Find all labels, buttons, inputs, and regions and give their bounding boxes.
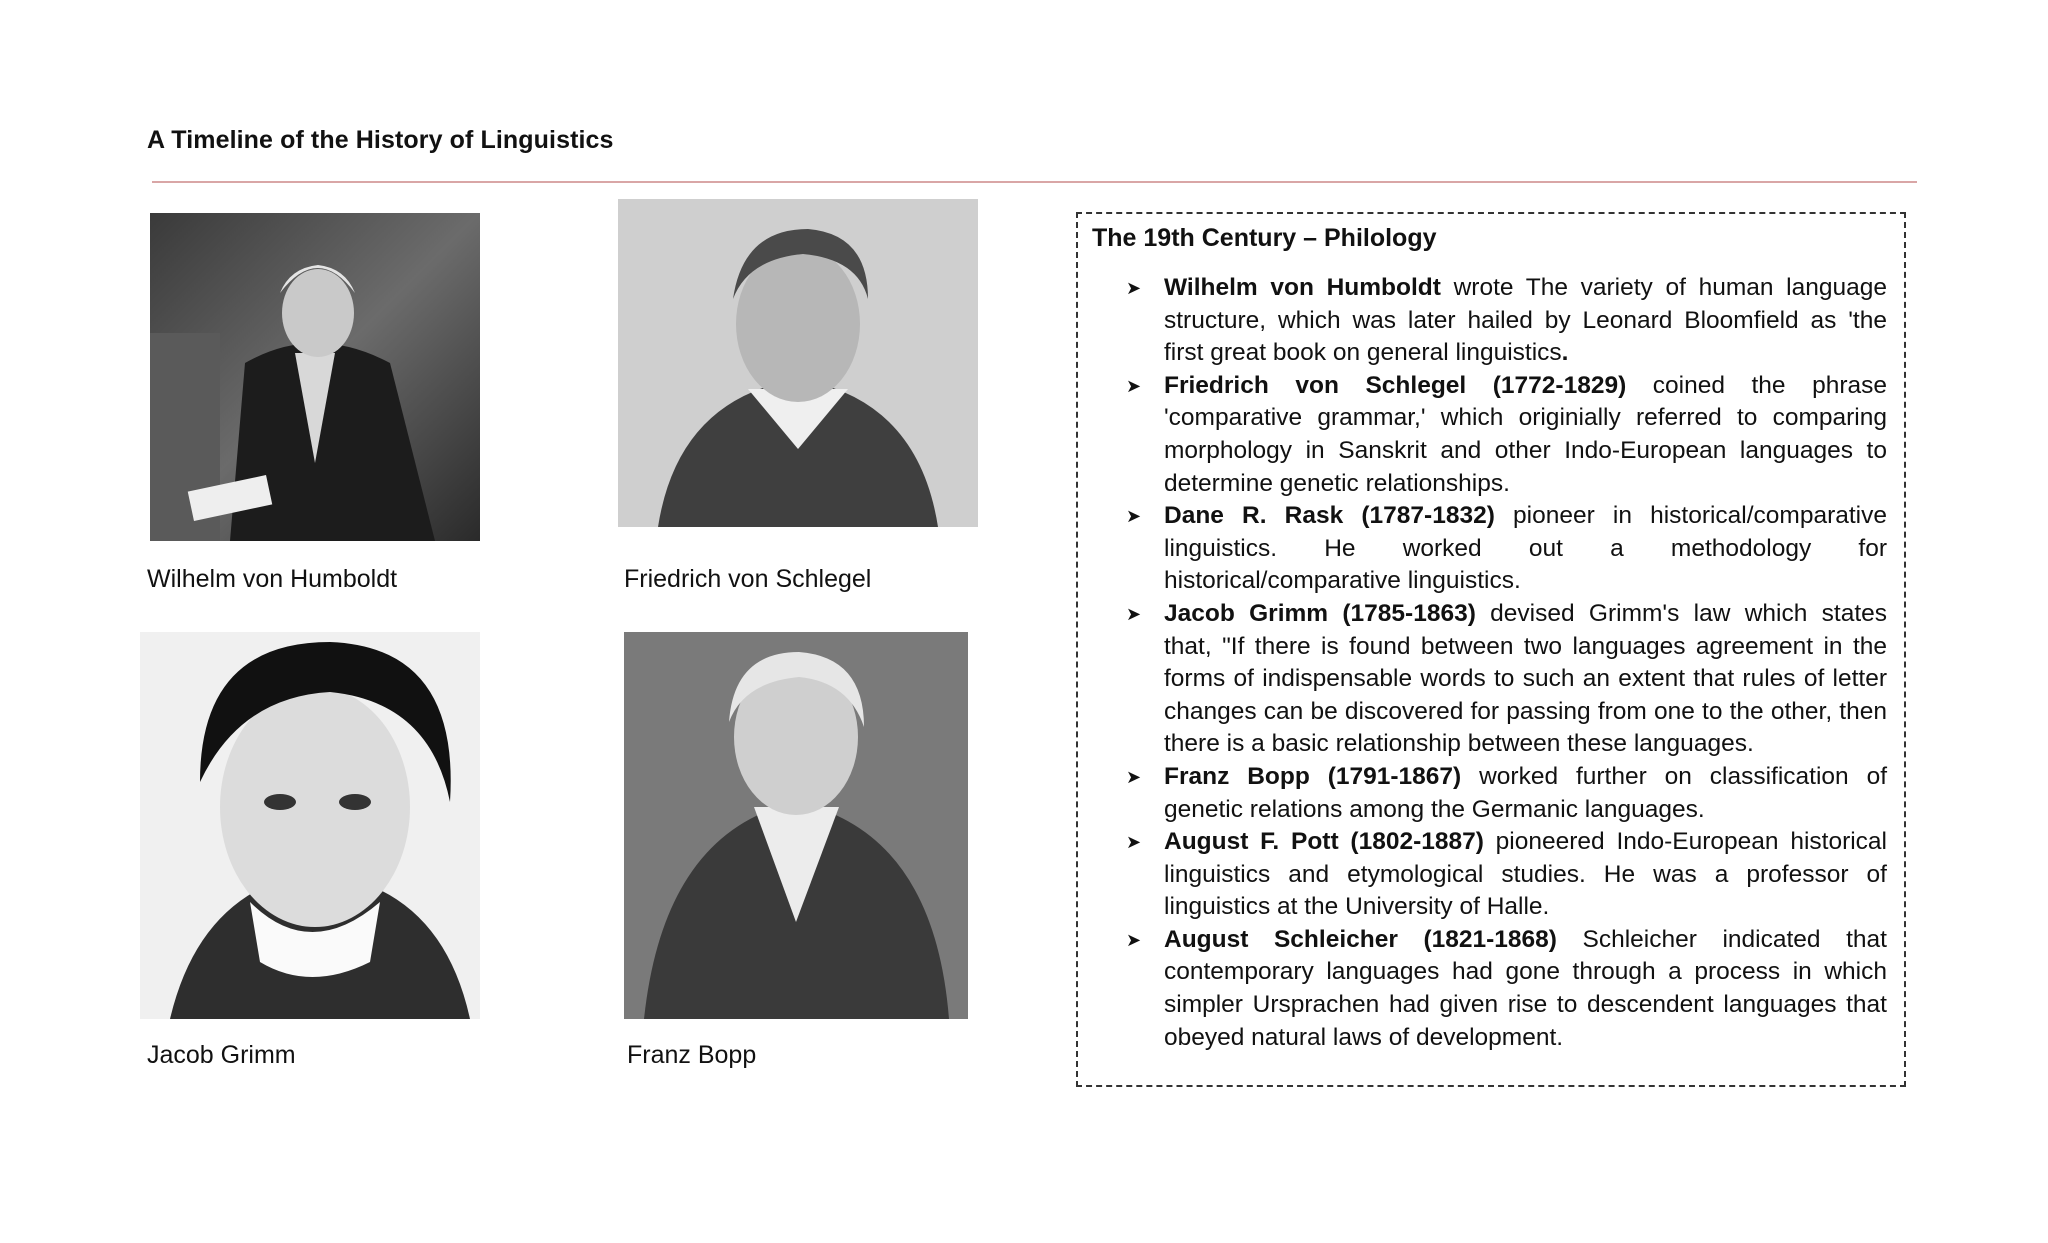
list-item [1126,826,1887,924]
portrait-schlegel [618,199,978,527]
entry-name: August Schleicher (1821-1868) [1164,925,1557,953]
section-heading: The 19th Century – Philology [1092,224,1437,252]
portrait-grimm [140,632,480,1019]
entry-text: pioneer in historical/comparative linguistics. He worked out a methodology for historical/comparative linguistics. [1164,502,1887,595]
list-item [1126,500,1887,598]
arrowhead-bullet-icon: ➤ [1126,929,1142,950]
entry-list [1126,272,1888,1054]
portrait-schlegel-image [618,199,978,527]
portrait-grimm-image [140,632,480,1019]
portrait-bopp-image [624,632,968,1019]
arrowhead-bullet-icon: ➤ [1126,766,1142,787]
entry-name: August F. Pott (1802-1887) [1164,828,1484,856]
caption-bopp: Franz Bopp [627,1041,757,1069]
list-item [1126,598,1888,761]
entry-name: Jacob Grimm (1785-1863) [1164,599,1476,627]
entry-text: wrote The variety of human language structure, which was later hailed by Leonard Bloomfield as 'the first great book on general linguistics [1164,274,1887,367]
entry-text: coined the phrase 'comparative grammar,' which originially referred to comparing morphology in Sanskrit and other Indo-European languages to determine genetic relationships. [1164,371,1887,497]
entry-name: Dane R. Rask (1787-1832) [1164,502,1495,530]
caption-humboldt: Wilhelm von Humboldt [147,565,398,593]
portrait-humboldt-image [150,213,480,541]
list-item [1126,370,1887,500]
portrait-bopp [624,632,968,1019]
entry-name: Friedrich von Schlegel (1772-1829) [1164,371,1627,399]
page-title: A Timeline of the History of Linguistics [147,126,614,154]
entry-name: Franz Bopp (1791-1867) [1164,762,1462,790]
entry-text: pioneered Indo-European historical linguistics and etymological studies. He was a professor of linguistics at the University of Halle. [1164,828,1887,921]
arrowhead-bullet-icon: ➤ [1126,506,1142,527]
entry-name: Wilhelm von Humboldt [1164,274,1441,301]
portrait-humboldt [150,213,480,541]
arrowhead-bullet-icon: ➤ [1126,603,1142,624]
entry-text: worked further on classification of genetic relations among the Germanic languages. [1164,762,1887,823]
arrowhead-bullet-icon: ➤ [1126,832,1142,853]
caption-grimm: Jacob Grimm [147,1041,296,1069]
entry-text: Schleicher indicated that contemporary languages had gone through a process in which simpler Ursprachen had given rise to descendent languages that obeyed natural laws of development. [1164,925,1887,1051]
philology-box [1076,212,1906,1087]
arrowhead-bullet-icon: ➤ [1126,375,1142,396]
caption-schlegel: Friedrich von Schlegel [624,565,872,593]
entry-text: devised Grimm's law which states that, "If there is found between two languages agreement in the forms of indispensable words to such an extent that rules of letter changes can be discovered for passing from one to the other, then there is a basic relationship between these languages. [1164,599,1888,758]
list-item [1126,272,1887,370]
list-item [1126,761,1887,826]
title-divider [152,181,1917,183]
entry-tail: . [1561,339,1569,367]
arrowhead-bullet-icon: ➤ [1126,278,1142,298]
list-item [1126,924,1887,1054]
